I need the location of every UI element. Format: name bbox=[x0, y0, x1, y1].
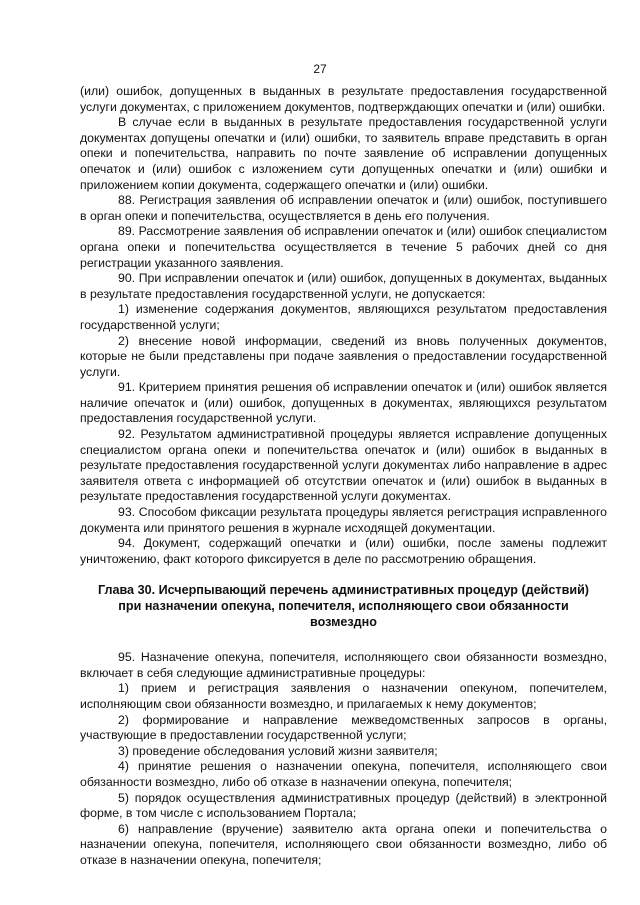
chapter-heading bbox=[80, 583, 607, 630]
paragraph-95-item-1: 1) прием и регистрация заявления о назначении опекуном, попечителем, исполняющим свои обязанности возмездно, и прилагаемых к нему документов; bbox=[80, 681, 607, 711]
page-number: 27 bbox=[313, 62, 327, 76]
paragraph-88: 88. Регистрация заявления об исправлении опечаток и (или) ошибок, поступившего в орган опеки и попечительства, осуществляется в день его получения. bbox=[80, 193, 607, 223]
paragraph-90-item-2: 2) внесение новой информации, сведений из вновь полученных документов, которые не были представлены при подаче заявления о предоставлении государственной услуги. bbox=[80, 333, 607, 379]
chapter-heading-line-2: при назначении опекуна, попечителя, исполняющего свои обязанности bbox=[118, 599, 569, 613]
paragraph-89: 89. Рассмотрение заявления об исправлении опечаток и (или) ошибок специалистом органа опеки и попечительства осуществляется в течение 5 рабочих дней со дня регистрации указанного заявления. bbox=[80, 224, 607, 270]
paragraph-91: 91. Критерием принятия решения об исправлении опечаток и (или) ошибок является наличие опечаток и (или) ошибок, допущенных в документах, являющихся результатом предоставления государственной услуги. bbox=[80, 380, 607, 426]
paragraph-95: 95. Назначение опекуна, попечителя, исполняющего свои обязанности возмездно, включает в себя следующие административные процедуры: bbox=[80, 650, 607, 680]
paragraph-90: 90. При исправлении опечаток и (или) ошибок, допущенных в документах, выданных в результате предоставления государственной услуги, не допускается: bbox=[80, 271, 607, 301]
paragraph-error-correction-right: В случае если в выданных в результате предоставления государственной услуги документах допущены опечатки и (или) ошибки, то заявитель вправе представить в орган опеки и попечительства, направить по почте заявление об исправлении допущенных опечаток и (или) ошибок с изложением сути допущенных опечатки и (или) ошибки и приложением копии документа, содержащего опечатки и (или) ошибки. bbox=[80, 115, 607, 192]
paragraph-95-item-4: 4) принятие решения о назначении опекуна, попечителя, исполняющего свои обязанности возмездно, либо об отказе в назначении опекуна, попечителя; bbox=[80, 759, 607, 789]
paragraph-95-item-2: 2) формирование и направление межведомственных запросов в органы, участвующие в предоставлении государственной услуги; bbox=[80, 712, 607, 743]
paragraph-93: 93. Способом фиксации результата процедуры является регистрация исправленного документа или принятого решения в журнале исходящей документации. bbox=[80, 505, 607, 535]
document-body bbox=[80, 84, 607, 869]
paragraph-95-item-3: 3) проведение обследования условий жизни заявителя; bbox=[118, 743, 438, 758]
paragraph-92: 92. Результатом административной процедуры является исправление допущенных специалистом органа опеки и попечительства опечаток и (или) ошибок в выданных в результате предоставления государственной услуги документах либо направление в адрес заявителя ответа с информацией об отсутствии опечаток и (или) ошибок в выданных в результате предоставления государственной услуги документах. bbox=[80, 427, 607, 504]
chapter-heading-line-1: Глава 30. Исчерпывающий перечень административных процедур (действий) bbox=[97, 583, 590, 598]
paragraph-94: 94. Документ, содержащий опечатки и (или) ошибки, после замены подлежит уничтожению, факт которого фиксируется в деле по рассмотрению обращения. bbox=[80, 536, 607, 566]
paragraph-continuation: (или) ошибок, допущенных в выданных в результате предоставления государственной услуги документах, с приложением документов, подтверждающих опечатки и (или) ошибки. bbox=[80, 84, 607, 114]
paragraph-90-item-1: 1) изменение содержания документов, являющихся результатом предоставления государственной услуги; bbox=[80, 302, 607, 332]
paragraph-95-item-6: 6) направление (вручение) заявителю акта органа опеки и попечительства о назначении опекуна, попечителя, исполняющего свои обязанности возмездно, либо об отказе в назначении опекуна, попечителя; bbox=[80, 821, 607, 867]
paragraph-95-item-5: 5) порядок осуществления административных процедур (действий) в электронной форме, в том числе с использованием Портала; bbox=[80, 790, 607, 821]
chapter-heading-line-3: возмездно bbox=[310, 614, 377, 629]
